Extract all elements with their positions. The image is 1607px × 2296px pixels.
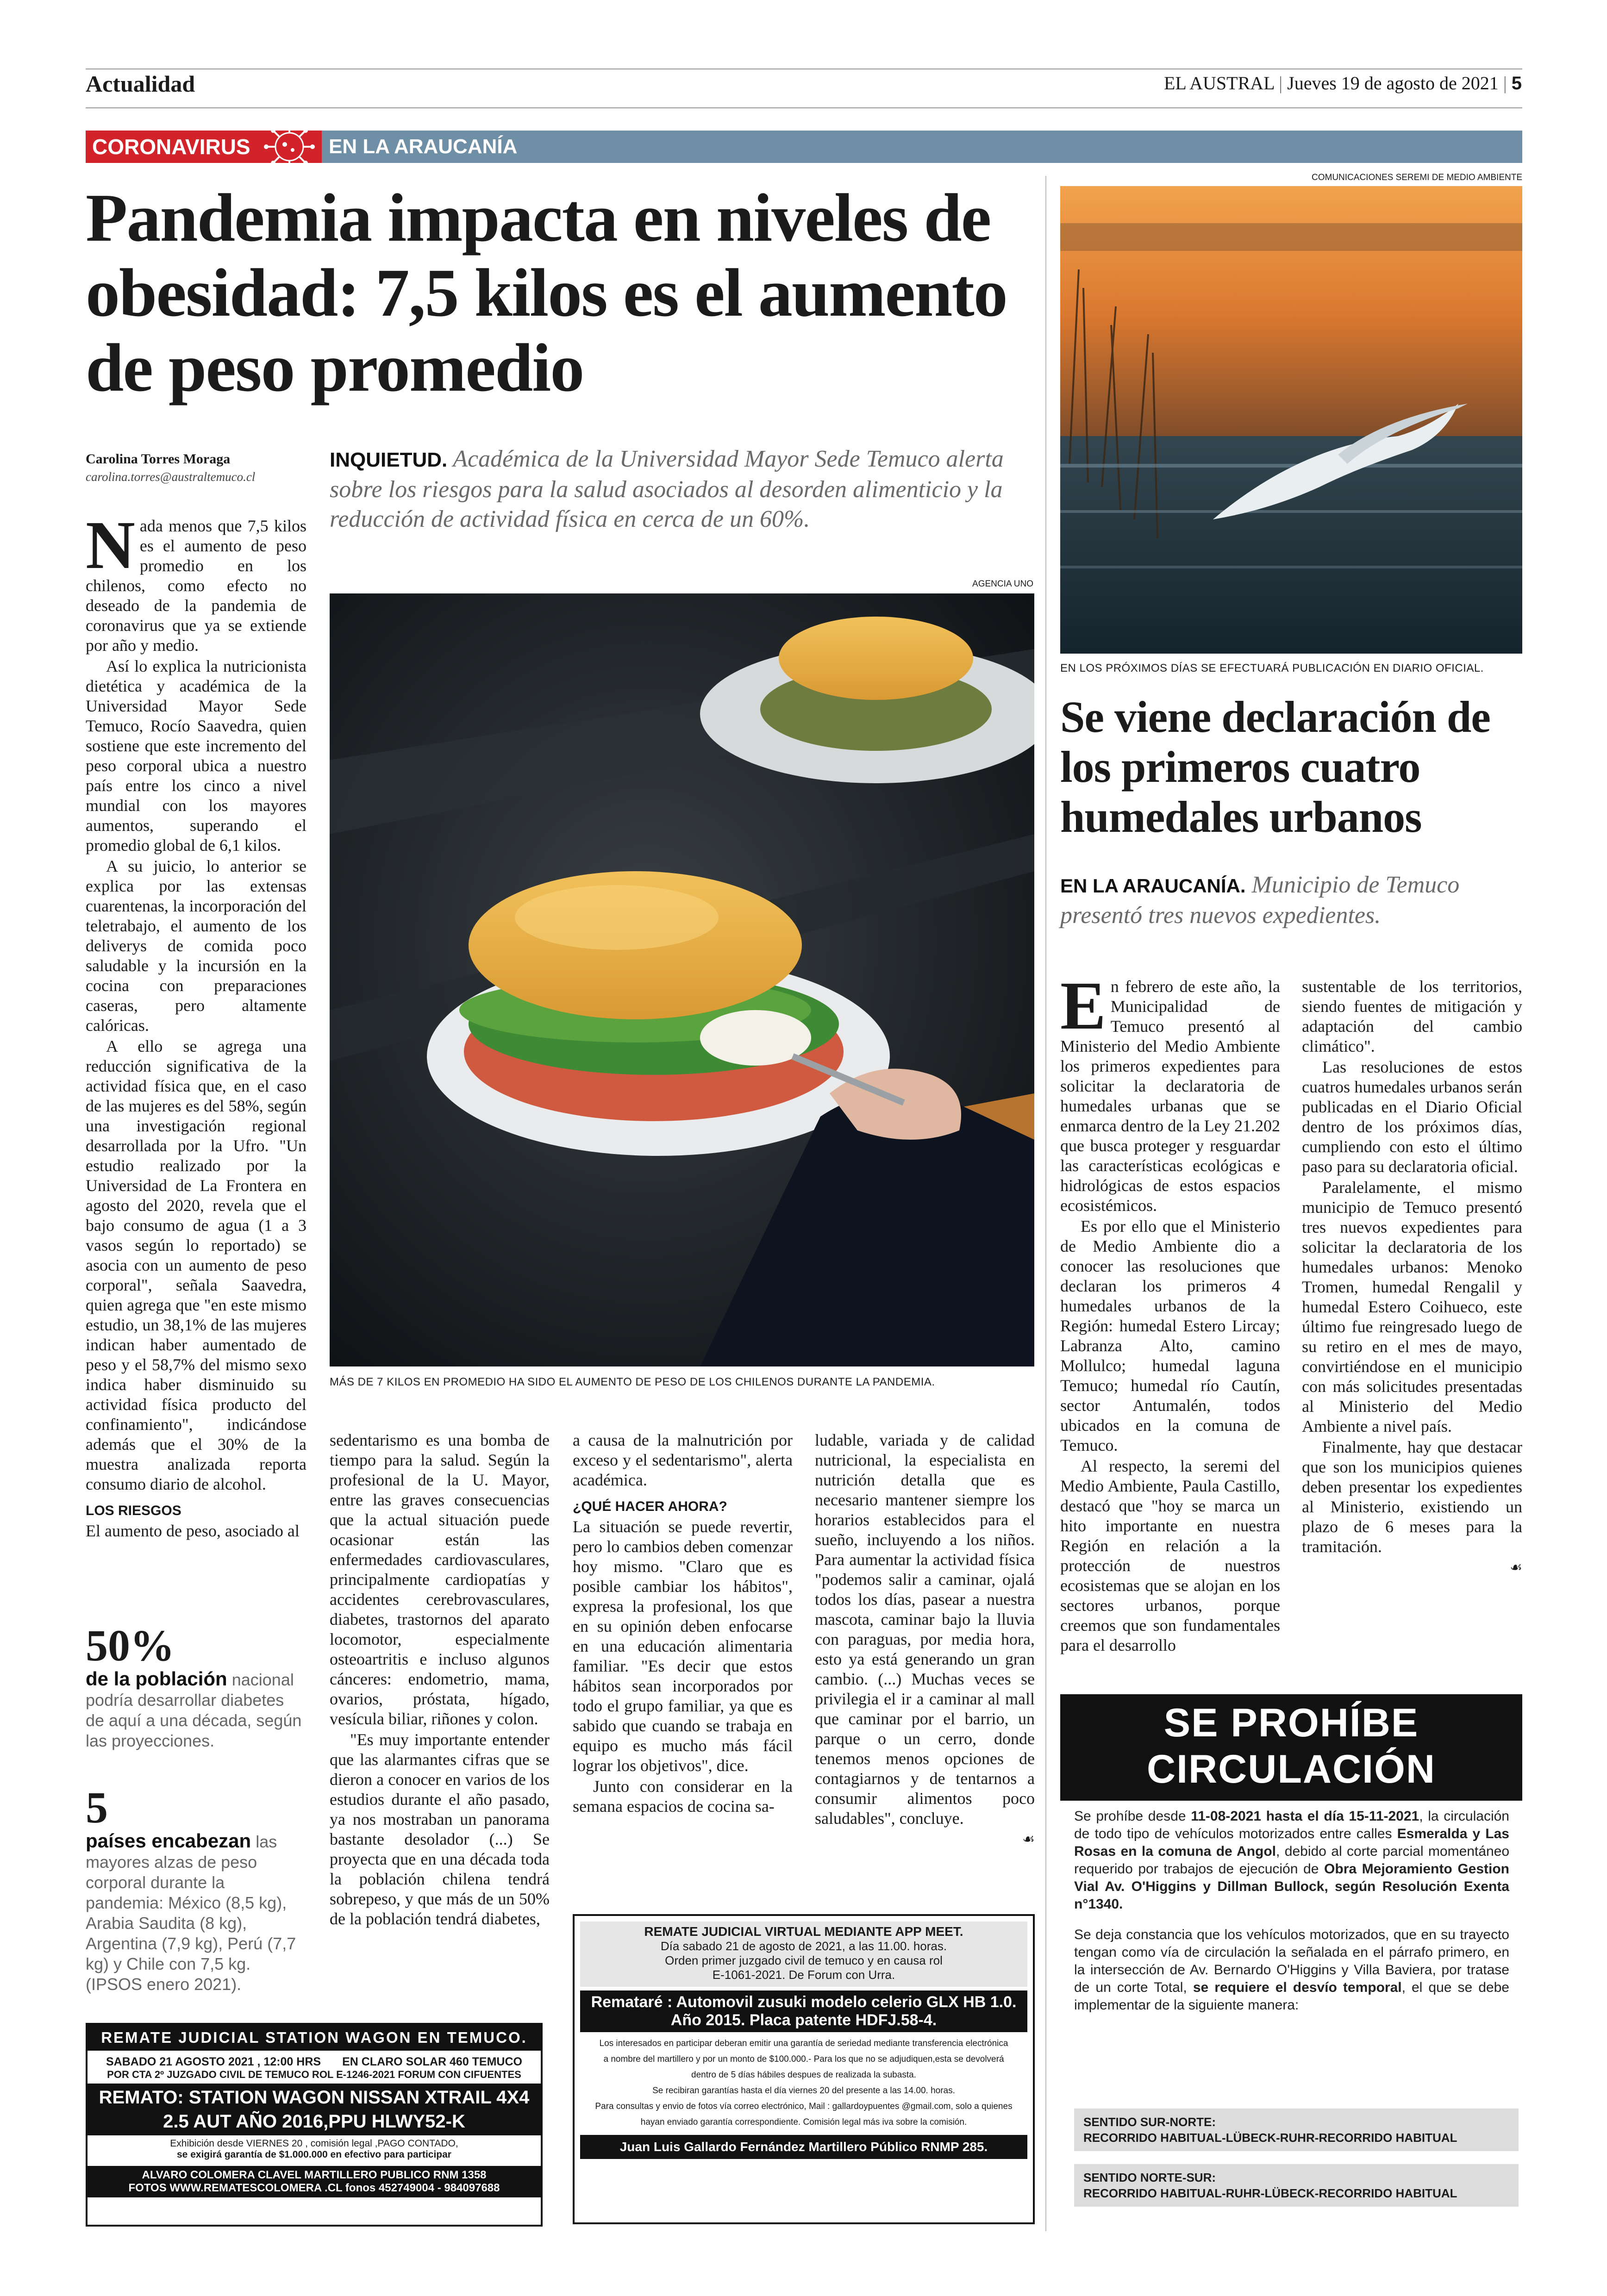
side-col-1: En febrero de este año, la Municipalidad de Temuco presentó al Ministerio del Medio Ambiente los primeros expedientes para solicitar la declaratoria de humedales urbanas que se enmarca dentro de la Ley 21.202 que busca proteger y resguardar las características ecológicas e hidrológicas de estos espacios ecosistémicos. Es por ello que el Ministerio de Medio Ambiente dio a conocer las resoluciones que declaran los primeros 4 humedales urbanos de la Región: humedal Estero Lircay; Labranza Alto, camino Mollulco; humedal laguna Temuco; humedal río Cautín, sector Antumalén, todos ubicados en la comuna de Temuco. Al respecto, la seremi del Medio Ambiente, Paula Castillo, destacó que "hoy se marca un hito importante en nuestra Región en relación a la protección de nuestros ecosistemas que se alojan en los sectores urbanos, porque creemos que son fundamentales para el desarrollo	[1060, 968, 1280, 1654]
side-deck-text: Municipio de Temuco presentó tres nuevos expedientes.	[1060, 872, 1460, 929]
main-col3-p1: a causa de la malnutrición por exceso y el sedentarismo", alerta académica.	[573, 1431, 793, 1489]
heron-photo	[1060, 186, 1522, 654]
ad-meet-small4: Se recibiran garantías hasta el día viernes 20 del presente a las 14.00. horas.	[652, 2086, 955, 2096]
side-col1-p3: Al respecto, la seremi del Medio Ambiente, Paula Castillo, destacó que "hoy se marca un hito importante en nuestra Región en relación a la protección de nuestros ecosistemas que se alojan en los sectores urbanos, porque creemos que son fundamentales para el desarrollo	[1060, 1457, 1280, 1654]
side-end-mark: ☙	[1510, 1560, 1522, 1576]
banner-label: CORONAVIRUS	[86, 131, 322, 163]
ad-prohibe-title	[1060, 1694, 1522, 1801]
stat1-text: nacional podría desarrollar diabetes de aquí a una década, según las proyecciones.	[86, 1670, 302, 1750]
ad-meet-line1: Día sabado 21 de agosto de 2021, a las 11.00. horas.	[660, 1939, 947, 1953]
ad-prohibe-dates: 11-08-2021 hasta el día 15-11-2021	[1191, 1809, 1419, 1824]
main-photo-caption: MÁS DE 7 KILOS EN PROMEDIO HA SIDO EL AUMENTO DE PESO DE LOS CHILENOS DURANTE LA PANDEMIA.	[330, 1376, 935, 1388]
stat-block-1	[86, 1622, 306, 1751]
riesgos-text: El aumento de peso, asociado al	[86, 1522, 300, 1540]
ad-meet-small3: dentro de 5 días hábiles despues de realizada la subasta.	[691, 2070, 916, 2080]
main-deck-text: Académica de la Universidad Mayor Sede Temuco alerta sobre los riesgos para la salud asociados al desorden alimenticio y la reducción de actividad física en cerca de un 60%.	[330, 446, 1004, 532]
side-headline: Se viene declaración de los primeros cuatro humedales urbanos	[1060, 692, 1490, 842]
author-name: Carolina Torres Moraga	[86, 451, 231, 467]
stat2-value: 5	[86, 1783, 108, 1832]
route2-text: RECORRIDO HABITUAL-RUHR-LÜBECK-RECORRIDO HABITUAL	[1083, 2186, 1457, 2200]
stat-block-2	[86, 1784, 306, 1995]
side-photo-credit: COMUNICACIONES SEREMI DE MEDIO AMBIENTE	[1312, 173, 1522, 182]
main-col2-p1: sedentarismo es una bomba de tiempo para la salud. Según la profesional de la U. Mayor, entre las graves consecuencias que la actual situación puede ocasionar están las enfermedades cardiovasculares, principalmente cardiopatías y accidentes cerebrovasculares, diabetes, trastornos del aparato locomotor, especialmente osteoartritis e incluso algunos cánceres: endometrio, mama, ovarios, próstata, hígado, vesícula biliar, riñones y colon.	[330, 1431, 550, 1728]
main-col1-p2: Así lo explica la nutricionista dietética y académica de la Universidad Mayor Sede Temuco, Rocío Saavedra, quien sostiene que este incremento del peso corporal ubica a nuestro país entre los cinco a nivel mundial con los mayores aumentos, superando el promedio global de 6,1 kilos.	[86, 657, 306, 855]
ad-meet-rematare2: Año 2015. Placa patente HDFJ.58-4.	[670, 2011, 937, 2029]
ad-station-remato: REMATO: STATION WAGON NISSAN XTRAIL 4X4 2.5 AUT AÑO 2016,PPU HLWY52-K	[88, 2084, 541, 2135]
route1-head: SENTIDO SUR-NORTE:	[1083, 2115, 1216, 2129]
main-col1-p4: A ello se agrega una reducción significativa de la actividad física que, en el caso de las mujeres es del 58%, según una investigación regional desarrollada por la Ufro. "Un estudio realizado por la Universidad de La Frontera en agosto del 2020, revela que el bajo consumo de agua (1 a 3 vasos según lo reportado) se asocia con un aumento de peso corporal", señala Saavedra, quien agrega que "en este mismo estudio, un 38,1% de las mujeres indican haber aumentado de peso y el 58,7% del mismo sexo indica haber disminuido su actividad física producto del confinamiento", indicándose además que el 30% de la muestra analizada reporta consumo diario de alcohol.	[86, 1037, 306, 1493]
page-number: 5	[1511, 73, 1522, 94]
side-kicker: EN LA ARAUCANÍA.	[1060, 875, 1246, 897]
masthead-info: EL AUSTRAL | Jueves 19 de agosto de 2021 | 5	[1163, 73, 1522, 94]
ad-station-date: SABADO 21 AGOSTO 2021 , 12:00 HRS	[106, 2055, 321, 2068]
coronavirus-banner	[86, 131, 1522, 163]
ad-prohibe-title2: CIRCULACIÓN	[1147, 1747, 1436, 1791]
route-norte-sur	[1074, 2164, 1519, 2207]
virus-icon	[264, 121, 315, 172]
route2-head: SENTIDO NORTE-SUR:	[1083, 2171, 1216, 2184]
main-col-4	[815, 1430, 1035, 1849]
side-photo-caption: EN LOS PRÓXIMOS DÍAS SE EFECTUARÁ PUBLICACIÓN EN DIARIO OFICIAL.	[1060, 662, 1484, 674]
issue-date: Jueves 19 de agosto de 2021	[1287, 73, 1499, 94]
stat2-bold: países encabezan	[86, 1830, 251, 1852]
main-col-3	[573, 1430, 793, 1817]
paper-name: EL AUSTRAL	[1163, 73, 1275, 94]
ad-meet-footer: Juan Luis Gallardo Fernández Martillero Público RNMP 285.	[580, 2135, 1027, 2159]
side-col1-p2: Es por ello que el Ministerio de Medio Ambiente dio a conocer las resoluciones que declaran los primeros 4 humedales urbanos de la Región: humedal Estero Lircay; Labranza Alto, camino Mollulco; humedal laguna Temuco; humedal río Cautín, sector Antumalén, todos ubicados en la comuna de Temuco.	[1060, 1217, 1280, 1454]
ad-meet-title: REMATE JUDICIAL VIRTUAL MEDIANTE APP MEET.	[644, 1924, 963, 1939]
main-col1-p3: A su juicio, lo anterior se explica por las extensas cuarentenas, la incorporación del teletrabajo, el aumento de los deliverys de comida poco saludable y la incursión en la cocina con preparaciones caseras, pero altamente calóricas.	[86, 857, 306, 1035]
main-end-mark: ☙	[1022, 1831, 1035, 1847]
ad-prohibe-title1: SE PROHÍBE	[1163, 1701, 1419, 1745]
ad-prohibe-body: Se prohíbe desde 11-08-2021 hasta el día 15-11-2021, la circulación de todo tipo de vehículos motorizados entre calles Esmeralda y Las Rosas en la comuna de Angol, debido al corte parcial momentáneo requerido por trabajos de ejecución de Obra Mejoramiento Gestion Vial Av. O'Higgins y Dillman Bullock, según Resolución Exenta n°1340. Se deja constancia que los vehículos motorizados, que en su trayecto tengan como vía de circulación la señalada en el párrafo primero, en la intersección de Av. Bernardo O'Higgins y Villa Baviera, por tratase de un corte Total, se requiere el desvío temporal, el que se debe implementar de la siguiente manera:	[1074, 1809, 1510, 2013]
author-email: carolina.torres@australtemuco.cl	[86, 470, 256, 484]
side-col2-p3: Paralelamente, el mismo municipio de Temuco presentó tres nuevos expedientes para solicitar la declaratoria de los humedales urbanos: Menoko Tromen, humedal Rengalil y humedal Estero Coihueco, este último fue reingresado luego de su retiro en el mes de mayo, convirtiéndose en el municipio con más solicitudes presentadas al Ministerio del Medio Ambiente a nivel país.	[1302, 1178, 1522, 1435]
burger-photo	[330, 593, 1034, 1366]
main-col2-p2: "Es muy importante entender que las alarmantes cifras que se dieron a conocer en varios de los estudios durante el año pasado, ya nos mostraban un panorama bastante desolador (...) Se proyecta que en una década toda la población chilena tendrá sobrepeso, y que más de un 50% de la población tendrá diabetes,	[330, 1730, 550, 1928]
main-photo-credit: AGENCIA UNO	[972, 579, 1033, 589]
ad-meet-small1: Los interesados en participar deberan emitir una garantía de seriedad mediante transferencia electrónica	[599, 2039, 1008, 2048]
ad-station-place: EN CLARO SOLAR 460 TEMUCO	[342, 2055, 522, 2068]
ad-station-exhib2: se exigirá garantía de $1.000.000 en efectivo para participar	[177, 2149, 451, 2160]
side-deck	[1060, 870, 1522, 930]
ad-remate-station	[86, 2023, 543, 2227]
route-sur-norte	[1074, 2109, 1519, 2151]
main-col4-p1: ludable, variada y de calidad nutricional, la especialista en nutrición detalla que es necesario mantener siempre los horarios establecidos para el sueño, incluyendo a los niños. Para aumentar la actividad física "podemos salir a caminar, ojalá todos los días, pasear a nuestra mascota, caminar bajo la lluvia con paraguas, por media hora, esto ya está generando un gran cambio. (...) Muchas veces se privilegia el ir a caminar al mall que caminar por el barrio, un parque o un cerro, donde tenemos menos opciones de contagiarnos y de tentarnos a consumir alimentos poco saludables", concluye.	[815, 1431, 1035, 1828]
main-col3-p3: Junto con considerar en la semana espacios de cocina sa-	[573, 1777, 793, 1816]
stat1-value: 50%	[86, 1621, 175, 1670]
ad-meet-small5: Para consultas y envio de fotos vía correo electrónico, Mail : gallardoypuentes @gmail.com, solo a quienes	[595, 2102, 1013, 2111]
route1-text: RECORRIDO HABITUAL-LÜBECK-RUHR-RECORRIDO HABITUAL	[1083, 2131, 1457, 2145]
ad-meet-small2: a nombre del martillero y por un monto de $100.000.- Para los que no se adjudiquen,esta se devolverá	[603, 2054, 1004, 2064]
side-col2-p4: Finalmente, hay que destacar que son los municipios quienes deben presentar los expedientes al Ministerio, existiendo un plazo de 6 meses para la tramitación.	[1302, 1438, 1522, 1556]
subhead-que-hacer: ¿QUÉ HACER AHORA?	[573, 1499, 727, 1514]
ad-station-title: REMATE JUDICIAL STATION WAGON EN TEMUCO.	[88, 2025, 541, 2051]
byline	[86, 451, 317, 484]
main-col3-p2: La situación se puede revertir, pero lo cambios deben comenzar hoy mismo. "Claro que es posible cambiar los hábitos", expresa la profesional, los que en su opinión deben enfocarse en una educación alimentaria familiar. "Es decir que estos hábitos sean incorporados por todo el grupo familiar, ya que es sabido que cuando se trabaja en equipo es mucho más fácil lograr los objetivos", dice.	[573, 1517, 793, 1775]
main-deck	[330, 444, 1038, 534]
stat1-bold: de la población	[86, 1668, 227, 1690]
ad-prohibe-works: Obra Mejoramiento Gestion Vial Av. O'Higgins y Dillman Bullock, según Resolución Exenta n°1340.	[1074, 1861, 1509, 1912]
side-col2-p2: Las resoluciones de estos cuatros humedales urbanos serán publicadas en el Diario Oficial dentro de los próximos días, cumpliendo con esto el último paso para su declaratoria oficial.	[1302, 1058, 1522, 1176]
side-col2-p1: sustentable de los territorios, siendo fuentes de mitigación y adaptación del cambio climático".	[1302, 977, 1522, 1055]
ad-station-footer2: FOTOS WWW.REMATESCOLOMERA .CL fonos 452749004 - 984097688	[128, 2182, 500, 2194]
ad-remate-meet	[573, 1914, 1035, 2224]
ad-meet-small6: hayan enviado garantía correspondiente. Comisión legal más iva sobre la comisión.	[640, 2117, 967, 2127]
main-dropcap: N	[86, 507, 135, 583]
ad-station-exhib1: Exhibición desde VIERNES 20 , comisión legal ,PAGO CONTADO,	[170, 2138, 458, 2149]
banner-region: EN LA ARAUCANÍA	[329, 135, 518, 158]
subhead-riesgos: LOS RIESGOS	[86, 1503, 181, 1518]
stat2-text: las mayores alzas de peso corporal durante la pandemia: México (8,5 kg), Arabia Saudita (8 kg), Argentina (7,9 kg), Perú (7,7 kg) y Chile con 7,5 kg. (IPSOS enero 2021).	[86, 1832, 296, 1994]
ad-prohibe-desvio: se requiere el desvío temporal	[1193, 1980, 1402, 1995]
side-dropcap: E	[1060, 968, 1106, 1044]
main-headline: Pandemia impacta en niveles de obesidad: 7,5 kilos es el aumento de peso promedio	[86, 180, 1007, 406]
ad-station-footer1: ALVARO COLOMERA CLAVEL MARTILLERO PUBLICO RNM 1358	[142, 2169, 487, 2181]
main-col-2	[330, 1430, 550, 1930]
main-kicker: INQUIETUD.	[330, 449, 448, 471]
section-label: Actualidad	[86, 71, 195, 97]
ad-meet-rematare1: Remataré : Automovil zusuki modelo celerio GLX HB 1.0.	[591, 1993, 1017, 2011]
main-col-1: Nada menos que 7,5 kilos es el aumento de peso promedio en los chilenos, como efecto no deseado de la pandemia de coronavirus que ya se extiende por año y medio. Así lo explica la nutricionista dietética y académica de la Universidad Mayor Sede Temuco, Rocío Saavedra, quien sostiene que este incremento del peso corporal ubica a nuestro país entre los cinco a nivel mundial con los mayores aumentos, superando el promedio global de 6,1 kilos. A su juicio, lo anterior se explica por las extensas cuarentenas, la incorporación del teletrabajo, el aumento de los deliverys de comida poco saludable y la incursión en la cocina con preparaciones caseras, pero altamente calóricas. A ello se agrega una reducción significativa de la actividad física que, en el caso de las mujeres es del 58%, según una investigación regional desarrollada por la Ufro. "Un estudio realizado por la Universidad de La Frontera en agosto del 2020, revela que el bajo consumo de agua (1 a 3 vasos según lo reportado) se asocia con un aumento de peso corporal", señala Saavedra, quien agrega que "en este mismo estudio, un 38,1% de las mujeres indican haber aumentado de peso y el 58,7% del mismo sexo indica haber disminuido su actividad física producto del confinamiento", indicándose además que el 30% de la muestra analizada reporta consumo diario de alcohol. LOS RIESGOS El aumento de peso, asociado al	[86, 507, 306, 1540]
ad-station-court: POR CTA 2º JUZGADO CIVIL DE TEMUCO ROL E-1246-2021 FORUM CON CIFUENTES	[107, 2069, 521, 2080]
ad-meet-line3: E-1061-2021. De Forum con Urra.	[712, 1968, 895, 1982]
side-col-2	[1302, 977, 1522, 1578]
ad-prohibe-streets: Esmeralda y Las Rosas en la comuna de Angol	[1074, 1826, 1509, 1859]
ad-meet-line2: Orden primer juzgado civil de temuco y en causa rol	[665, 1953, 943, 1967]
